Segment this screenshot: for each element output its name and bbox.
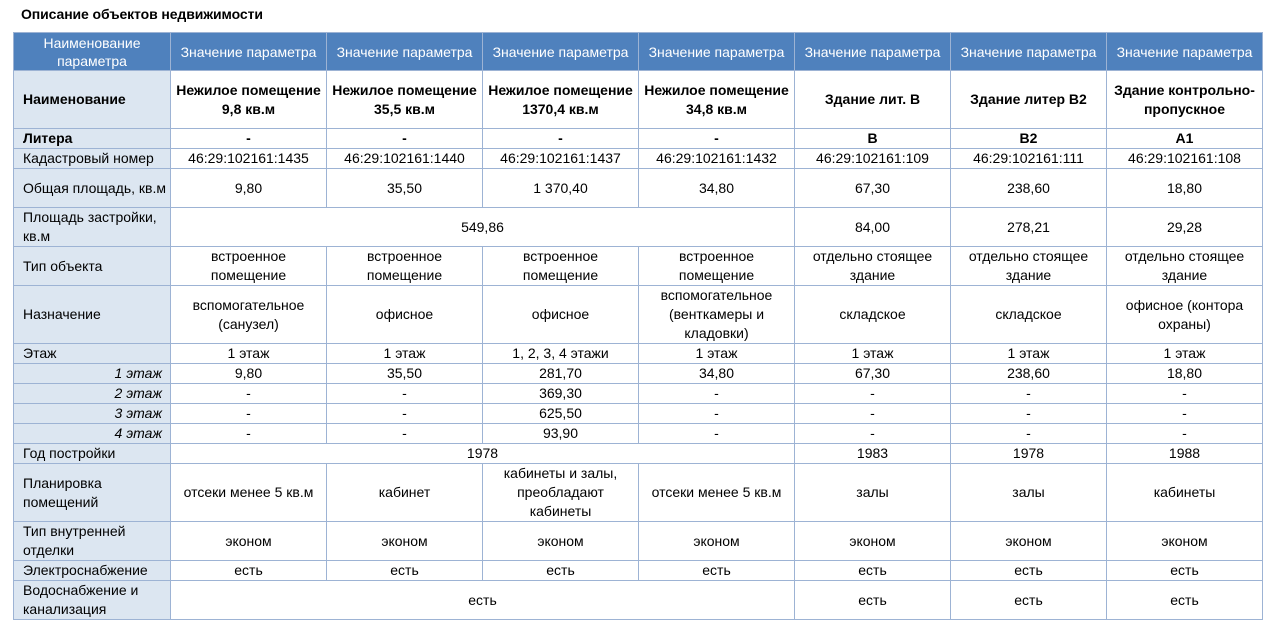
table-row-electricity — [14, 561, 1263, 581]
table-cell: 46:29:102161:111 — [951, 149, 1107, 169]
table-cell: 46:29:102161:108 — [1107, 149, 1263, 169]
header-param-value: Значение параметра — [171, 33, 327, 71]
row-label: 1 этаж — [14, 364, 171, 384]
table-cell: есть — [795, 561, 951, 581]
table-cell: - — [951, 384, 1107, 404]
table-cell: В — [795, 129, 951, 149]
table-cell: 549,86 — [171, 208, 795, 247]
table-cell: отсеки менее 5 кв.м — [639, 464, 795, 522]
header-param-value: Значение параметра — [951, 33, 1107, 71]
row-label: Наименование — [14, 71, 171, 129]
table-cell: кабинеты и залы, преобладают кабинеты — [483, 464, 639, 522]
table-cell: - — [171, 424, 327, 444]
table-cell: вспомогательное (венткамеры и кладовки) — [639, 286, 795, 344]
table-row-floor-2 — [14, 384, 1263, 404]
table-cell: есть — [1107, 581, 1263, 620]
table-cell: Здание контрольно-пропускное — [1107, 71, 1263, 129]
table-cell: отдельно стоящее здание — [951, 247, 1107, 286]
table-cell: - — [327, 424, 483, 444]
row-label: Литера — [14, 129, 171, 149]
header-param-value: Значение параметра — [483, 33, 639, 71]
table-row-layout — [14, 464, 1263, 522]
table-cell: - — [171, 404, 327, 424]
table-cell: 238,60 — [951, 169, 1107, 208]
table-row-built-area — [14, 208, 1263, 247]
table-cell: 67,30 — [795, 364, 951, 384]
table-cell: 9,80 — [171, 169, 327, 208]
table-cell: эконом — [327, 522, 483, 561]
table-cell: - — [795, 404, 951, 424]
table-cell: 35,50 — [327, 364, 483, 384]
table-row-total-area — [14, 169, 1263, 208]
table-cell: - — [483, 129, 639, 149]
table-cell: Нежилое помещение 35,5 кв.м — [327, 71, 483, 129]
table-cell: 46:29:102161:109 — [795, 149, 951, 169]
row-label: Электроснабжение — [14, 561, 171, 581]
table-cell: - — [639, 129, 795, 149]
row-label: Планировка помещений — [14, 464, 171, 522]
table-cell: залы — [951, 464, 1107, 522]
table-cell: есть — [795, 581, 951, 620]
table-row-name — [14, 71, 1263, 129]
table-cell: - — [951, 404, 1107, 424]
table-cell: эконом — [639, 522, 795, 561]
table-cell: 1978 — [171, 444, 795, 464]
table-cell: Здание лит. В — [795, 71, 951, 129]
row-label: Этаж — [14, 344, 171, 364]
table-cell: - — [795, 424, 951, 444]
table-cell: встроенное помещение — [327, 247, 483, 286]
table-row-litera — [14, 129, 1263, 149]
header-param-name: Наименование параметра — [14, 33, 171, 71]
table-cell: 29,28 — [1107, 208, 1263, 247]
table-cell: эконом — [1107, 522, 1263, 561]
table-cell: - — [1107, 404, 1263, 424]
table-cell: - — [327, 404, 483, 424]
header-param-value: Значение параметра — [639, 33, 795, 71]
row-label: Общая площадь, кв.м — [14, 169, 171, 208]
table-cell: - — [1107, 424, 1263, 444]
table-cell: 1 этаж — [171, 344, 327, 364]
table-cell: есть — [483, 561, 639, 581]
properties-table — [13, 32, 1263, 620]
table-cell: встроенное помещение — [483, 247, 639, 286]
table-cell: эконом — [951, 522, 1107, 561]
table-cell: 46:29:102161:1440 — [327, 149, 483, 169]
row-label: Год постройки — [14, 444, 171, 464]
table-row-purpose — [14, 286, 1263, 344]
table-cell: кабинет — [327, 464, 483, 522]
table-cell: 1983 — [795, 444, 951, 464]
table-cell: Нежилое помещение 1370,4 кв.м — [483, 71, 639, 129]
table-cell: - — [171, 129, 327, 149]
table-cell: 1 этаж — [795, 344, 951, 364]
row-label: Тип объекта — [14, 247, 171, 286]
table-cell: встроенное помещение — [639, 247, 795, 286]
table-cell: - — [1107, 384, 1263, 404]
table-row-year — [14, 444, 1263, 464]
table-cell: - — [951, 424, 1107, 444]
table-row-finish — [14, 522, 1263, 561]
row-label: Тип внутренней отделки — [14, 522, 171, 561]
table-cell: 1 этаж — [951, 344, 1107, 364]
table-cell: 1 этаж — [639, 344, 795, 364]
table-cell: А1 — [1107, 129, 1263, 149]
table-row-floor-3 — [14, 404, 1263, 424]
table-cell: - — [327, 129, 483, 149]
table-cell: вспомогательное (санузел) — [171, 286, 327, 344]
table-cell: 84,00 — [795, 208, 951, 247]
header-param-value: Значение параметра — [1107, 33, 1263, 71]
table-cell: Нежилое помещение 9,8 кв.м — [171, 71, 327, 129]
table-row-floor-1 — [14, 364, 1263, 384]
table-cell: эконом — [483, 522, 639, 561]
page-title: Описание объектов недвижимости — [21, 6, 263, 22]
row-label: 3 этаж — [14, 404, 171, 424]
row-label: Водоснабжение и канализация — [14, 581, 171, 620]
table-cell: 1988 — [1107, 444, 1263, 464]
table-cell: залы — [795, 464, 951, 522]
table-cell: 93,90 — [483, 424, 639, 444]
table-cell: офисное — [327, 286, 483, 344]
table-cell: 1 этаж — [327, 344, 483, 364]
table-cell: 1978 — [951, 444, 1107, 464]
table-cell: эконом — [171, 522, 327, 561]
table-cell: - — [795, 384, 951, 404]
table-row-cadastral — [14, 149, 1263, 169]
table-cell: 1 370,40 — [483, 169, 639, 208]
table-cell: складское — [951, 286, 1107, 344]
table-cell: - — [639, 384, 795, 404]
table-cell: 1 этаж — [1107, 344, 1263, 364]
row-label: Назначение — [14, 286, 171, 344]
table-row-water — [14, 581, 1263, 620]
table-cell: отдельно стоящее здание — [795, 247, 951, 286]
table-cell: 238,60 — [951, 364, 1107, 384]
header-param-value: Значение параметра — [327, 33, 483, 71]
table-cell: - — [171, 384, 327, 404]
table-cell: Здание литер В2 — [951, 71, 1107, 129]
table-cell: 18,80 — [1107, 364, 1263, 384]
table-cell: - — [639, 404, 795, 424]
table-cell: 34,80 — [639, 169, 795, 208]
table-cell: 1, 2, 3, 4 этажи — [483, 344, 639, 364]
table-cell: 278,21 — [951, 208, 1107, 247]
table-cell: 369,30 — [483, 384, 639, 404]
table-row-object-type — [14, 247, 1263, 286]
table-cell: - — [327, 384, 483, 404]
table-cell: 67,30 — [795, 169, 951, 208]
table-cell: офисное (контора охраны) — [1107, 286, 1263, 344]
table-cell: 34,80 — [639, 364, 795, 384]
table-cell: 46:29:102161:1432 — [639, 149, 795, 169]
table-cell: складское — [795, 286, 951, 344]
row-label: Кадастровый номер — [14, 149, 171, 169]
table-cell: 46:29:102161:1437 — [483, 149, 639, 169]
table-cell: эконом — [795, 522, 951, 561]
row-label: Площадь застройки, кв.м — [14, 208, 171, 247]
header-row — [14, 33, 1263, 71]
table-cell: офисное — [483, 286, 639, 344]
table-cell: есть — [951, 561, 1107, 581]
table-cell: есть — [327, 561, 483, 581]
table-cell: отсеки менее 5 кв.м — [171, 464, 327, 522]
row-label: 4 этаж — [14, 424, 171, 444]
table-cell: есть — [639, 561, 795, 581]
table-cell: - — [639, 424, 795, 444]
table-cell: отдельно стоящее здание — [1107, 247, 1263, 286]
table-cell: В2 — [951, 129, 1107, 149]
table-cell: есть — [171, 581, 795, 620]
table-cell: 281,70 — [483, 364, 639, 384]
table-cell: есть — [171, 561, 327, 581]
table-cell: 18,80 — [1107, 169, 1263, 208]
table-row-floor — [14, 344, 1263, 364]
row-label: 2 этаж — [14, 384, 171, 404]
table-cell: кабинеты — [1107, 464, 1263, 522]
table-row-floor-4 — [14, 424, 1263, 444]
header-param-value: Значение параметра — [795, 33, 951, 71]
table-cell: 46:29:102161:1435 — [171, 149, 327, 169]
table-cell: 9,80 — [171, 364, 327, 384]
table-cell: 625,50 — [483, 404, 639, 424]
table-cell: есть — [951, 581, 1107, 620]
table-cell: 35,50 — [327, 169, 483, 208]
table-cell: Нежилое помещение 34,8 кв.м — [639, 71, 795, 129]
table-cell: встроенное помещение — [171, 247, 327, 286]
table-cell: есть — [1107, 561, 1263, 581]
